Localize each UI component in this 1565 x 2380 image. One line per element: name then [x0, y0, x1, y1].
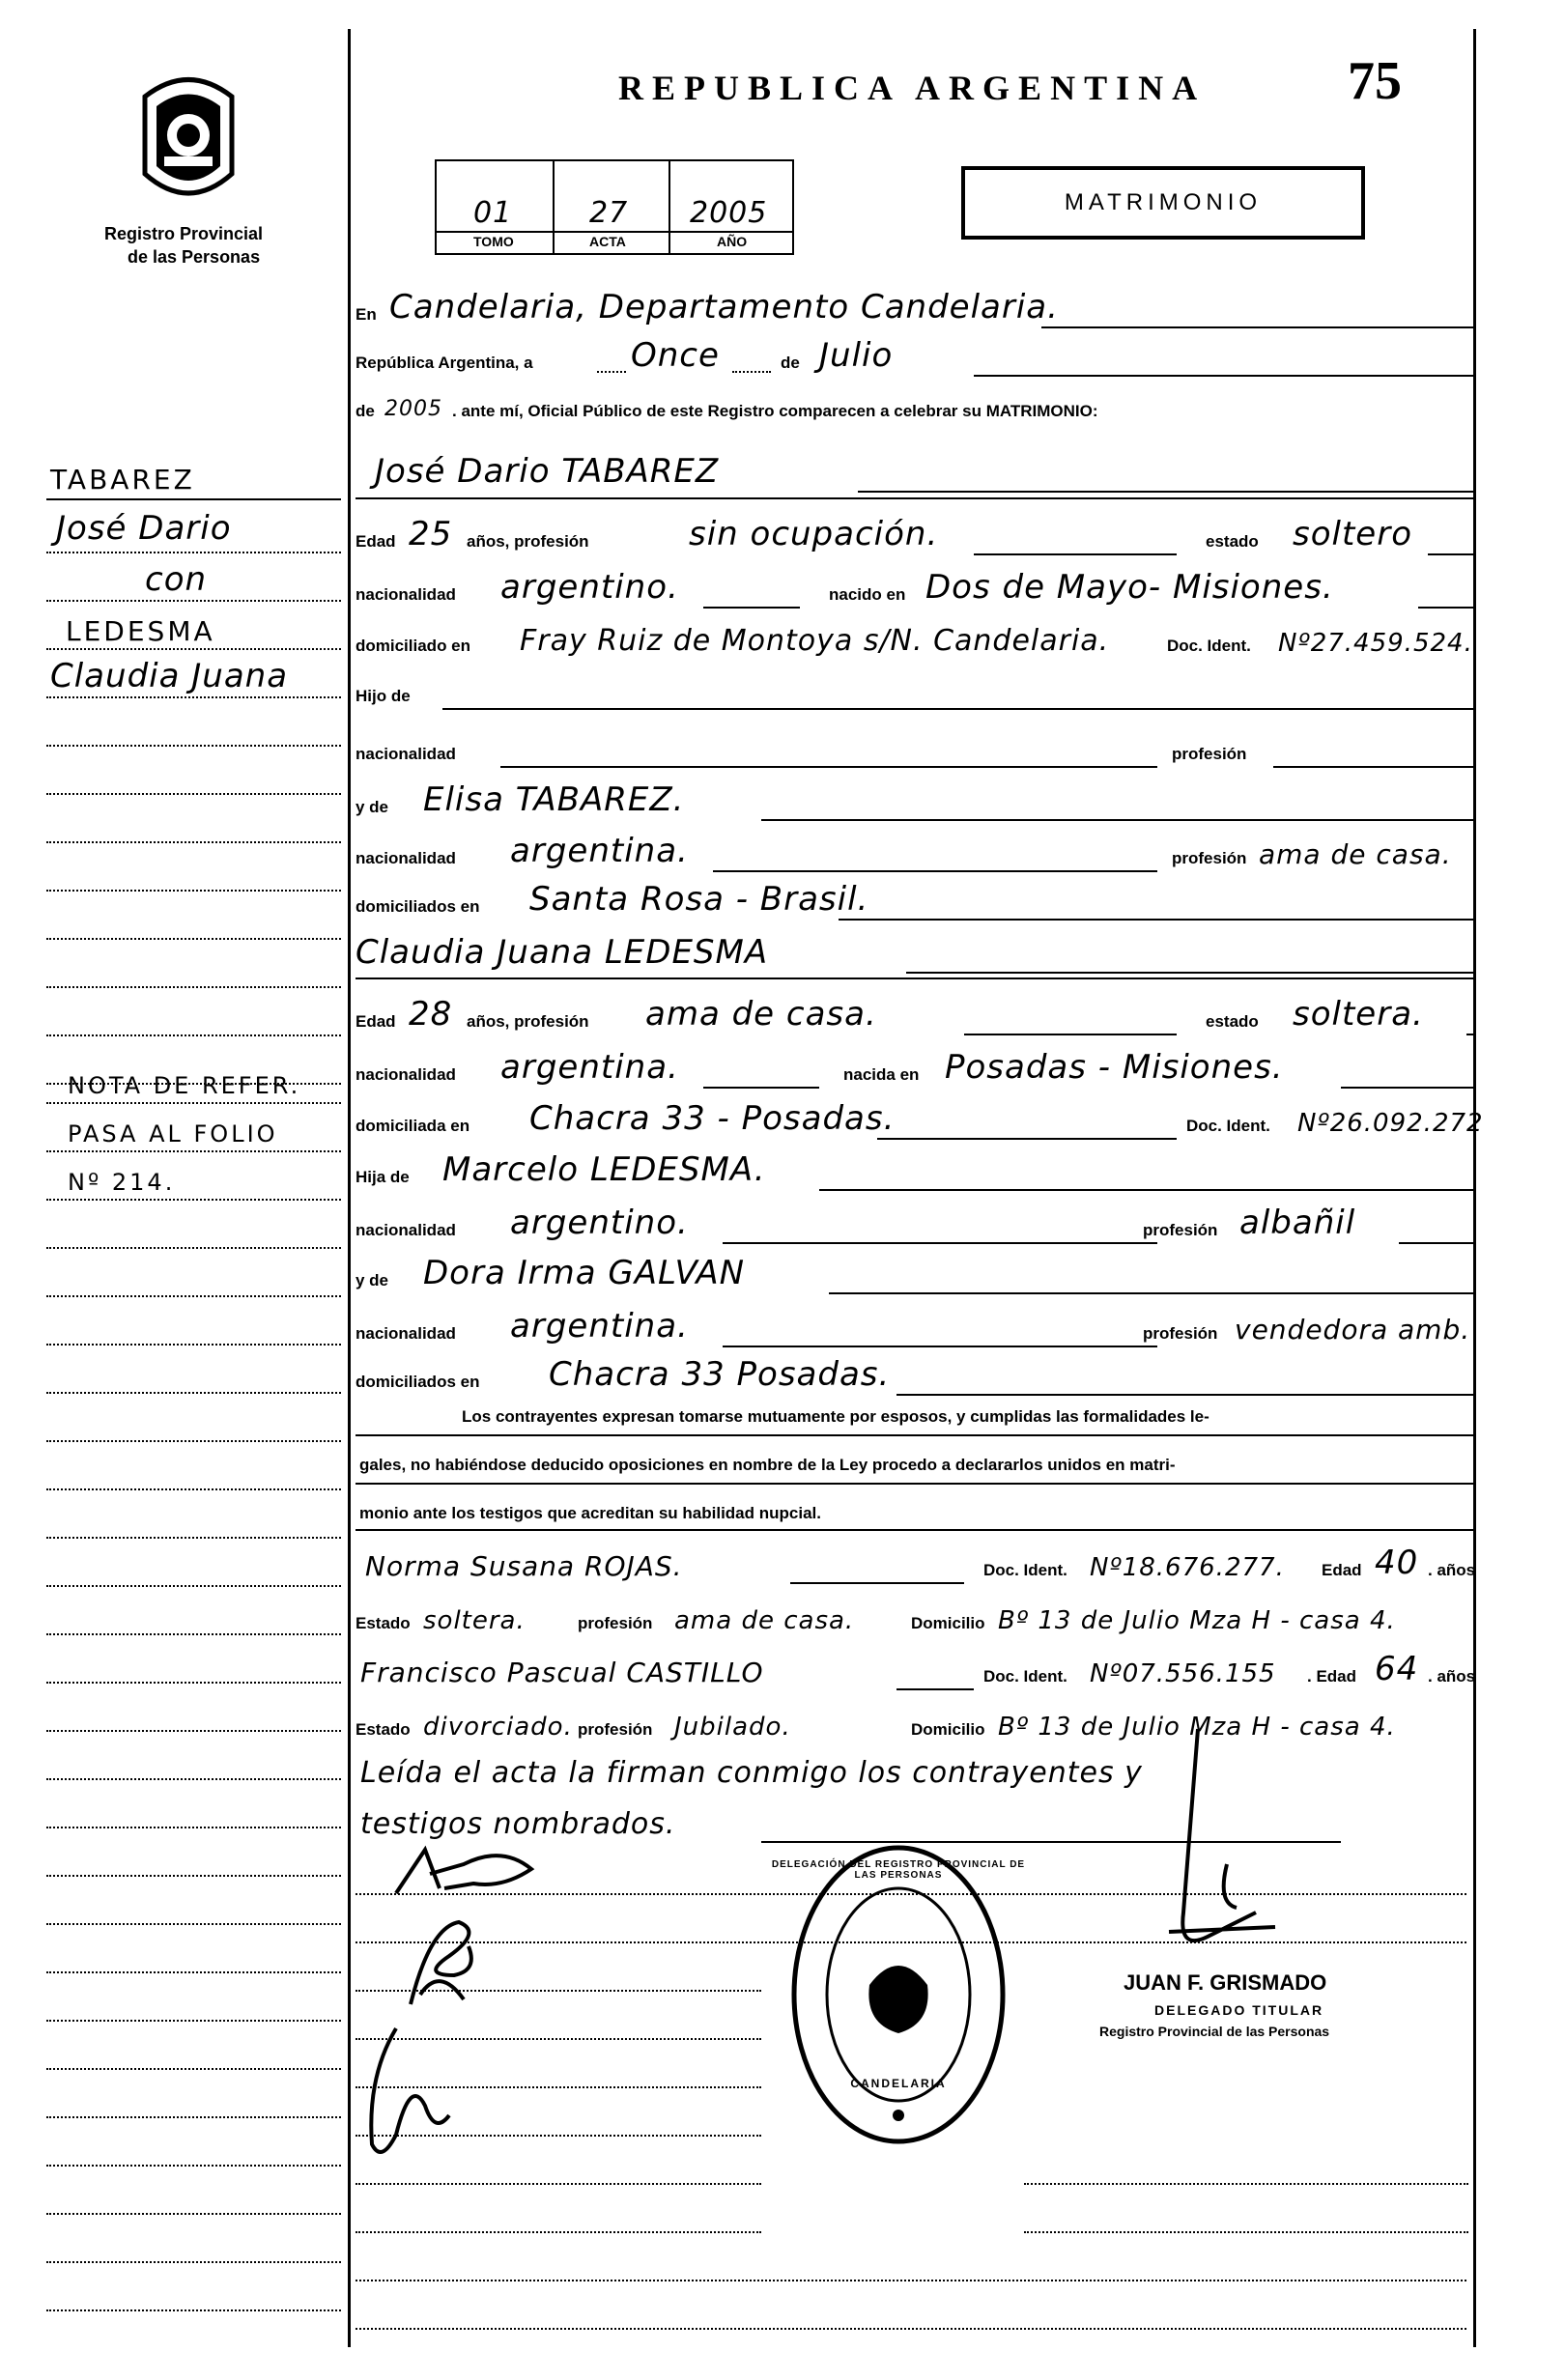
official-org: Registro Provincial de las Personas: [1099, 2024, 1330, 2039]
provincial-seal-logo: [126, 68, 251, 212]
bride-father-details-row: nacionalidad argentino. profesión albañil: [356, 1196, 1473, 1244]
bride-birthplace: Posadas - Misiones.: [945, 1048, 1284, 1087]
day-value: Once: [631, 336, 720, 375]
official-name: JUAN F. GRISMADO: [1124, 1970, 1327, 1995]
act-type: MATRIMONIO: [1064, 189, 1263, 215]
place-value: Candelaria, Departamento Candelaria.: [389, 288, 1059, 326]
left-column-divider: [348, 29, 351, 2347]
margin-note-line2: PASA AL FOLIO: [68, 1120, 278, 1148]
groom-father-row: Hijo de: [356, 662, 1473, 710]
signature-witness: [357, 2019, 473, 2178]
registry-name-line2: de las Personas: [128, 247, 261, 267]
witness2-name-row: Francisco Pascual CASTILLO Doc. Ident. Nº07.556.155 . Edad 64 . años: [360, 1650, 1476, 1688]
page-number: 75: [1348, 51, 1402, 111]
bride-nationality-row: nacionalidad argentina. nacida en Posadas - Misiones.: [356, 1040, 1473, 1089]
bride-name-row: [356, 925, 1473, 974]
bride-civil-state: soltera.: [1293, 995, 1424, 1034]
country-title: REPUBLICA ARGENTINA: [618, 69, 1207, 107]
closing-line2: testigos nombrados.: [360, 1807, 676, 1841]
bride-name: Claudia Juana LEDESMA: [356, 933, 769, 972]
bride-parents-address-row: domiciliados en Chacra 33 Posadas.: [356, 1347, 1473, 1396]
tomo-label: TOMO: [473, 234, 514, 249]
witness2-profession: Jubilado.: [674, 1713, 791, 1742]
bride-mother-row: y de Dora Irma GALVAN: [356, 1246, 1473, 1294]
declaration-line3: monio ante los testigos que acreditan su habilidad nupcial.: [359, 1504, 821, 1522]
ano-value: 2005: [690, 196, 768, 230]
groom-name: José Dario TABAREZ: [375, 452, 720, 491]
groom-doc: Nº27.459.524.: [1278, 629, 1473, 658]
witness1-address: Bº 13 de Julio Mza H - casa 4.: [998, 1606, 1396, 1635]
month-value: Julio: [819, 336, 894, 375]
signature-official: [1130, 1719, 1285, 1985]
witness2-civil-state: divorciado.: [423, 1713, 573, 1742]
declaration-line2: gales, no habiéndose deducido oposiciones en nombre de la Ley procedo a declararlos unidos en matri-: [359, 1456, 1176, 1474]
groom-birthplace: Dos de Mayo- Misiones.: [925, 568, 1334, 607]
bride-address: Chacra 33 - Posadas.: [529, 1099, 896, 1138]
margin-groom-surname: TABAREZ: [50, 464, 195, 496]
groom-name-row: [356, 444, 1473, 493]
closing-line1-row: [356, 1743, 1473, 1792]
witness1-details-row: Estado soltera. profesión ama de casa. Domicilio Bº 13 de Julio Mza H - casa 4.: [356, 1606, 1396, 1635]
groom-address-row: domiciliado en Fray Ruiz de Montoya s/N. Candelaria. Doc. Ident. Nº27.459.524.: [356, 624, 1473, 658]
official-title: DELEGADO TITULAR: [1154, 2002, 1324, 2018]
witness1-doc: Nº18.676.277.: [1090, 1553, 1285, 1582]
bride-address-row: domiciliada en Chacra 33 - Posadas. Doc. Ident. Nº26.092.272: [356, 1099, 1484, 1138]
witness1-name-row: Norma Susana ROJAS. Doc. Ident. Nº18.676.277. Edad 40 . años: [365, 1544, 1476, 1582]
intro-year-row: de 2005 . ante mí, Oficial Público de este Registro comparecen a celebrar su MATRIMONIO:: [356, 397, 1098, 421]
witness2-address: Bº 13 de Julio Mza H - casa 4.: [998, 1713, 1396, 1742]
groom-mother-row: y de Elisa TABAREZ.: [356, 773, 1473, 821]
registry-name-line1: Registro Provincial: [104, 224, 264, 243]
stamp-center: CANDELARIA: [850, 2077, 947, 2090]
bride-father-nationality: argentino.: [510, 1204, 689, 1242]
right-border: [1473, 29, 1476, 2347]
bride-doc: Nº26.092.272: [1297, 1109, 1484, 1138]
signature-groom: [386, 1835, 560, 1917]
groom-profession: sin ocupación.: [689, 515, 939, 553]
groom-age: 25: [409, 515, 453, 553]
intro-place-row: En Candelaria, Departamento Candelaria.: [356, 280, 1473, 328]
bride-father: Marcelo LEDESMA.: [442, 1150, 766, 1189]
margin-note-line1: NOTA DE REFER.: [68, 1072, 301, 1099]
groom-mother-nationality: argentina.: [510, 832, 689, 870]
groom-civil-state: soltero: [1293, 515, 1412, 553]
groom-nationality: argentino.: [500, 568, 679, 607]
stamp-text: DELEGACIÓN DEL REGISTRO PROVINCIAL DE LAS PERSONAS: [771, 1859, 1026, 1881]
bride-profession: ama de casa.: [645, 995, 877, 1034]
groom-parents-address: Santa Rosa - Brasil.: [529, 880, 869, 919]
declaration-line1: Los contrayentes expresan tomarse mutuamente por esposos, y cumplidas las formalidades le-: [462, 1407, 1209, 1426]
year-value: 2005: [384, 397, 442, 421]
groom-address: Fray Ruiz de Montoya s/N. Candelaria.: [520, 624, 1110, 658]
bride-age: 28: [409, 995, 453, 1034]
groom-mother-details-row: nacionalidad argentina. profesión ama de casa.: [356, 832, 1452, 870]
bride-mother-details-row: nacionalidad argentina. profesión vendedora amb.: [356, 1307, 1471, 1346]
bride-mother: Dora Irma GALVAN: [423, 1254, 746, 1292]
witness2-name: Francisco Pascual CASTILLO: [360, 1657, 764, 1688]
groom-parents-address-row: domiciliados en Santa Rosa - Brasil.: [356, 872, 1473, 921]
margin-note-line3: Nº 214.: [68, 1169, 176, 1196]
groom-nationality-row: nacionalidad argentino. nacido en Dos de Mayo- Misiones.: [356, 560, 1473, 609]
witness2-age: 64: [1375, 1650, 1419, 1688]
acta-value: 27: [589, 196, 629, 230]
groom-age-row: Edad 25 años, profesión sin ocupación. estado soltero: [356, 507, 1473, 555]
tomo-value: 01: [473, 196, 513, 230]
ano-label: AÑO: [717, 234, 748, 249]
groom-mother: Elisa TABAREZ.: [423, 780, 685, 819]
margin-bride-surname: LEDESMA: [66, 615, 215, 647]
record-box: [435, 159, 794, 255]
margin-connector: con: [145, 560, 208, 599]
groom-mother-profession: ama de casa.: [1259, 838, 1452, 870]
witness2-doc: Nº07.556.155: [1090, 1659, 1276, 1688]
bride-mother-profession: vendedora amb.: [1235, 1314, 1471, 1346]
bride-parents-address: Chacra 33 Posadas.: [549, 1355, 891, 1394]
groom-father-details-row: nacionalidad profesión: [356, 720, 1473, 768]
witness1-age: 40: [1375, 1544, 1419, 1582]
witness1-name: Norma Susana ROJAS.: [365, 1550, 683, 1582]
act-type-box: [961, 166, 1365, 240]
witness2-details-row: Estado divorciado. profesión Jubilado. Domicilio Bº 13 de Julio Mza H - casa 4.: [356, 1713, 1396, 1742]
bride-nationality: argentina.: [500, 1048, 679, 1087]
acta-label: ACTA: [589, 234, 626, 249]
intro-date-row: República Argentina, a Once de Julio: [356, 328, 1473, 377]
witness1-civil-state: soltera.: [423, 1606, 526, 1635]
bride-father-profession: albañil: [1239, 1204, 1356, 1242]
witness1-profession: ama de casa.: [674, 1606, 855, 1635]
bride-mother-nationality: argentina.: [510, 1307, 689, 1346]
bride-age-row: Edad 28 años, profesión ama de casa. estado soltera.: [356, 987, 1473, 1035]
closing-line1: Leída el acta la firman conmigo los contrayentes y: [360, 1756, 1143, 1790]
official-stamp: [771, 1840, 1026, 2154]
signature-bride: [391, 1908, 507, 2028]
bride-father-row: Hija de Marcelo LEDESMA.: [356, 1143, 1473, 1191]
margin-groom-names: José Dario: [56, 509, 232, 548]
margin-bride-names: Claudia Juana: [50, 657, 289, 695]
